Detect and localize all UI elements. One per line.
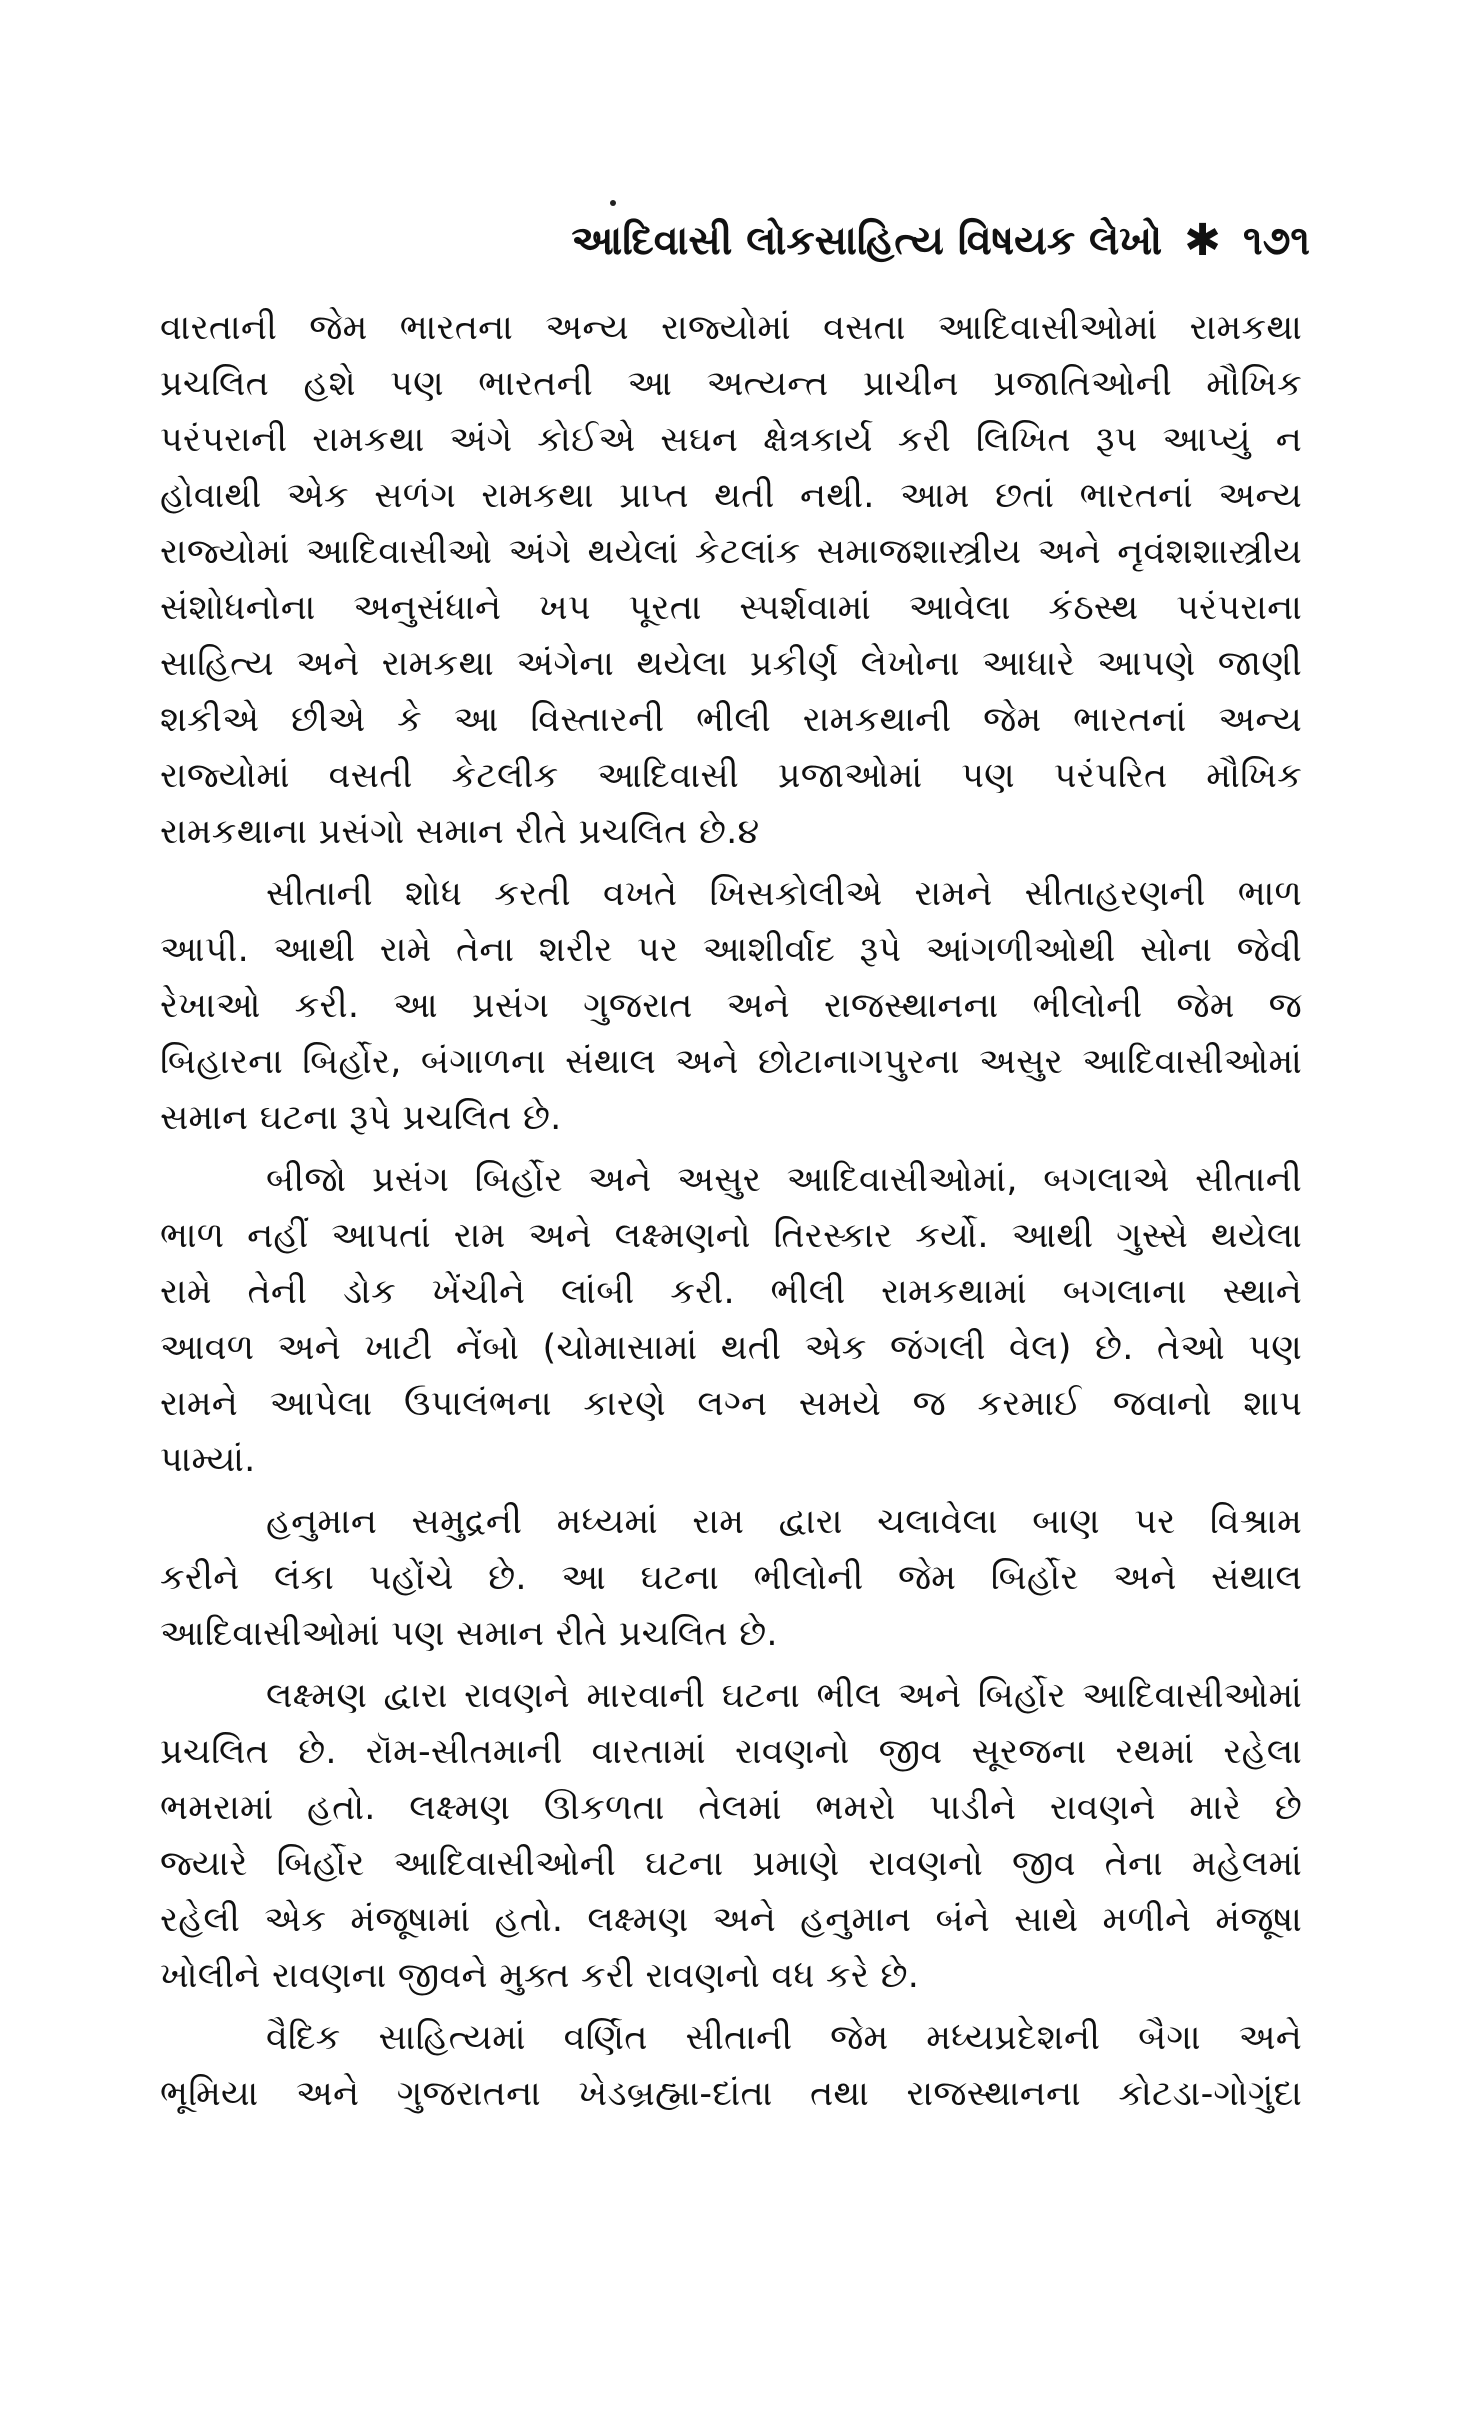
text-line: ભૂમિયા અને ગુજરાતના ખેડબ્રહ્મા-દાંતા તથા રાજસ્થાનના કોટડા-ગોગુંદા <box>160 2074 1302 2114</box>
paragraph <box>160 300 1302 860</box>
text-line: ભમરામાં હતો. લક્ષ્મણ ઊકળતા તેલમાં ભમરો પાડીને રાવણને મારે છે <box>160 1788 1302 1828</box>
text-line: આવળ અને ખાટી નેંબો (ચોમાસામાં થતી એક જંગલી વેલ) છે. તેઓ પણ <box>160 1328 1302 1368</box>
running-header <box>571 215 1310 266</box>
body-text <box>160 300 1302 2128</box>
text-line: રાજ્યોમાં આદિવાસીઓ અંગે થયેલાં કેટલાંક સમાજશાસ્ત્રીય અને નૃવંશશાસ્ત્રીય <box>160 532 1302 572</box>
text-line: રામે તેની ડોક ખેંચીને લાંબી કરી. ભીલી રામકથામાં બગલાના સ્થાને <box>160 1272 1302 1312</box>
running-title: આદિવાસી લોકસાહિત્ય વિષયક લેખો <box>571 218 1163 264</box>
text-line: વૈદિક સાહિત્યમાં વર્ણિત સીતાની જેમ મધ્યપ્રદેશની બૈગા અને <box>266 2018 1302 2058</box>
text-line: પરંપરાની રામકથા અંગે કોઈએ સઘન ક્ષેત્રકાર્ય કરી લિખિત રૂપ આપ્યું ન <box>160 420 1302 460</box>
text-line: લક્ષ્મણ દ્વારા રાવણને મારવાની ઘટના ભીલ અને બિર્હોર આદિવાસીઓમાં <box>266 1676 1302 1716</box>
text-line: હનુમાન સમુદ્રની મધ્યમાં રામ દ્વારા ચલાવેલા બાણ પર વિશ્રામ <box>266 1502 1302 1542</box>
asterisk-icon: ✱ <box>1184 215 1221 266</box>
text-line: સંશોધનોના અનુસંધાને ખપ પૂરતા સ્પર્શવામાં આવેલા કંઠસ્થ પરંપરાના <box>160 588 1302 628</box>
text-line: રેખાઓ કરી. આ પ્રસંગ ગુજરાત અને રાજસ્થાનના ભીલોની જેમ જ <box>160 986 1302 1026</box>
text-line: શકીએ છીએ કે આ વિસ્તારની ભીલી રામકથાની જેમ ભારતનાં અન્ય <box>160 700 1302 740</box>
text-line: હોવાથી એક સળંગ રામકથા પ્રાપ્ત થતી નથી. આમ છતાં ભારતનાં અન્ય <box>160 476 1302 516</box>
text-line: ભાળ નહીં આપતાં રામ અને લક્ષ્મણનો તિરસ્કાર કર્યો. આથી ગુસ્સે થયેલા <box>160 1216 1302 1256</box>
text-line: કરીને લંકા પહોંચે છે. આ ઘટના ભીલોની જેમ બિર્હોર અને સંથાલ <box>160 1558 1302 1598</box>
print-speck <box>610 200 616 206</box>
text-line: સમાન ઘટના રૂપે પ્રચલિત છે. <box>160 1098 562 1138</box>
paragraph <box>160 1152 1302 1488</box>
text-line: બિહારના બિર્હોર, બંગાળના સંથાલ અને છોટાનાગપુરના અસુર આદિવાસીઓમાં <box>160 1042 1302 1082</box>
paragraph <box>160 866 1302 1146</box>
text-line: પામ્યાં. <box>160 1440 256 1480</box>
paragraph <box>160 1668 1302 2004</box>
paragraph <box>160 1494 1302 1662</box>
text-line: આપી. આથી રામે તેના શરીર પર આશીર્વાદ રૂપે આંગળીઓથી સોના જેવી <box>160 930 1302 970</box>
page-number: ૧૭૧ <box>1243 218 1310 264</box>
text-line: રામકથાના પ્રસંગો સમાન રીતે પ્રચલિત છે.૪ <box>160 812 760 852</box>
paragraph <box>160 2010 1302 2122</box>
text-line: જ્યારે બિર્હોર આદિવાસીઓની ઘટના પ્રમાણે રાવણનો જીવ તેના મહેલમાં <box>160 1844 1302 1884</box>
text-line: પ્રચલિત છે. રૉમ-સીતમાની વારતામાં રાવણનો જીવ સૂરજના રથમાં રહેલા <box>160 1732 1302 1772</box>
text-line: પ્રચલિત હશે પણ ભારતની આ અત્યન્ત પ્રાચીન પ્રજાતિઓની મૌખિક <box>160 364 1302 404</box>
text-line: સાહિત્ય અને રામકથા અંગેના થયેલા પ્રકીર્ણ લેખોના આધારે આપણે જાણી <box>160 644 1302 684</box>
text-line: આદિવાસીઓમાં પણ સમાન રીતે પ્રચલિત છે. <box>160 1614 778 1654</box>
text-line: સીતાની શોધ કરતી વખતે ખિસકોલીએ રામને સીતાહરણની ભાળ <box>266 874 1302 914</box>
text-line: રામને આપેલા ઉપાલંભના કારણે લગ્ન સમયે જ કરમાઈ જવાનો શાપ <box>160 1384 1302 1424</box>
text-line: રહેલી એક મંજૂષામાં હતો. લક્ષ્મણ અને હનુમાન બંને સાથે મળીને મંજૂષા <box>160 1900 1302 1940</box>
text-line: બીજો પ્રસંગ બિર્હોર અને અસુર આદિવાસીઓમાં, બગલાએ સીતાની <box>266 1160 1302 1200</box>
text-line: રાજ્યોમાં વસતી કેટલીક આદિવાસી પ્રજાઓમાં પણ પરંપરિત મૌખિક <box>160 756 1302 796</box>
text-line: વારતાની જેમ ભારતના અન્ય રાજ્યોમાં વસતા આદિવાસીઓમાં રામકથા <box>160 308 1302 348</box>
text-line: ખોલીને રાવણના જીવને મુક્ત કરી રાવણનો વધ કરે છે. <box>160 1956 920 1996</box>
